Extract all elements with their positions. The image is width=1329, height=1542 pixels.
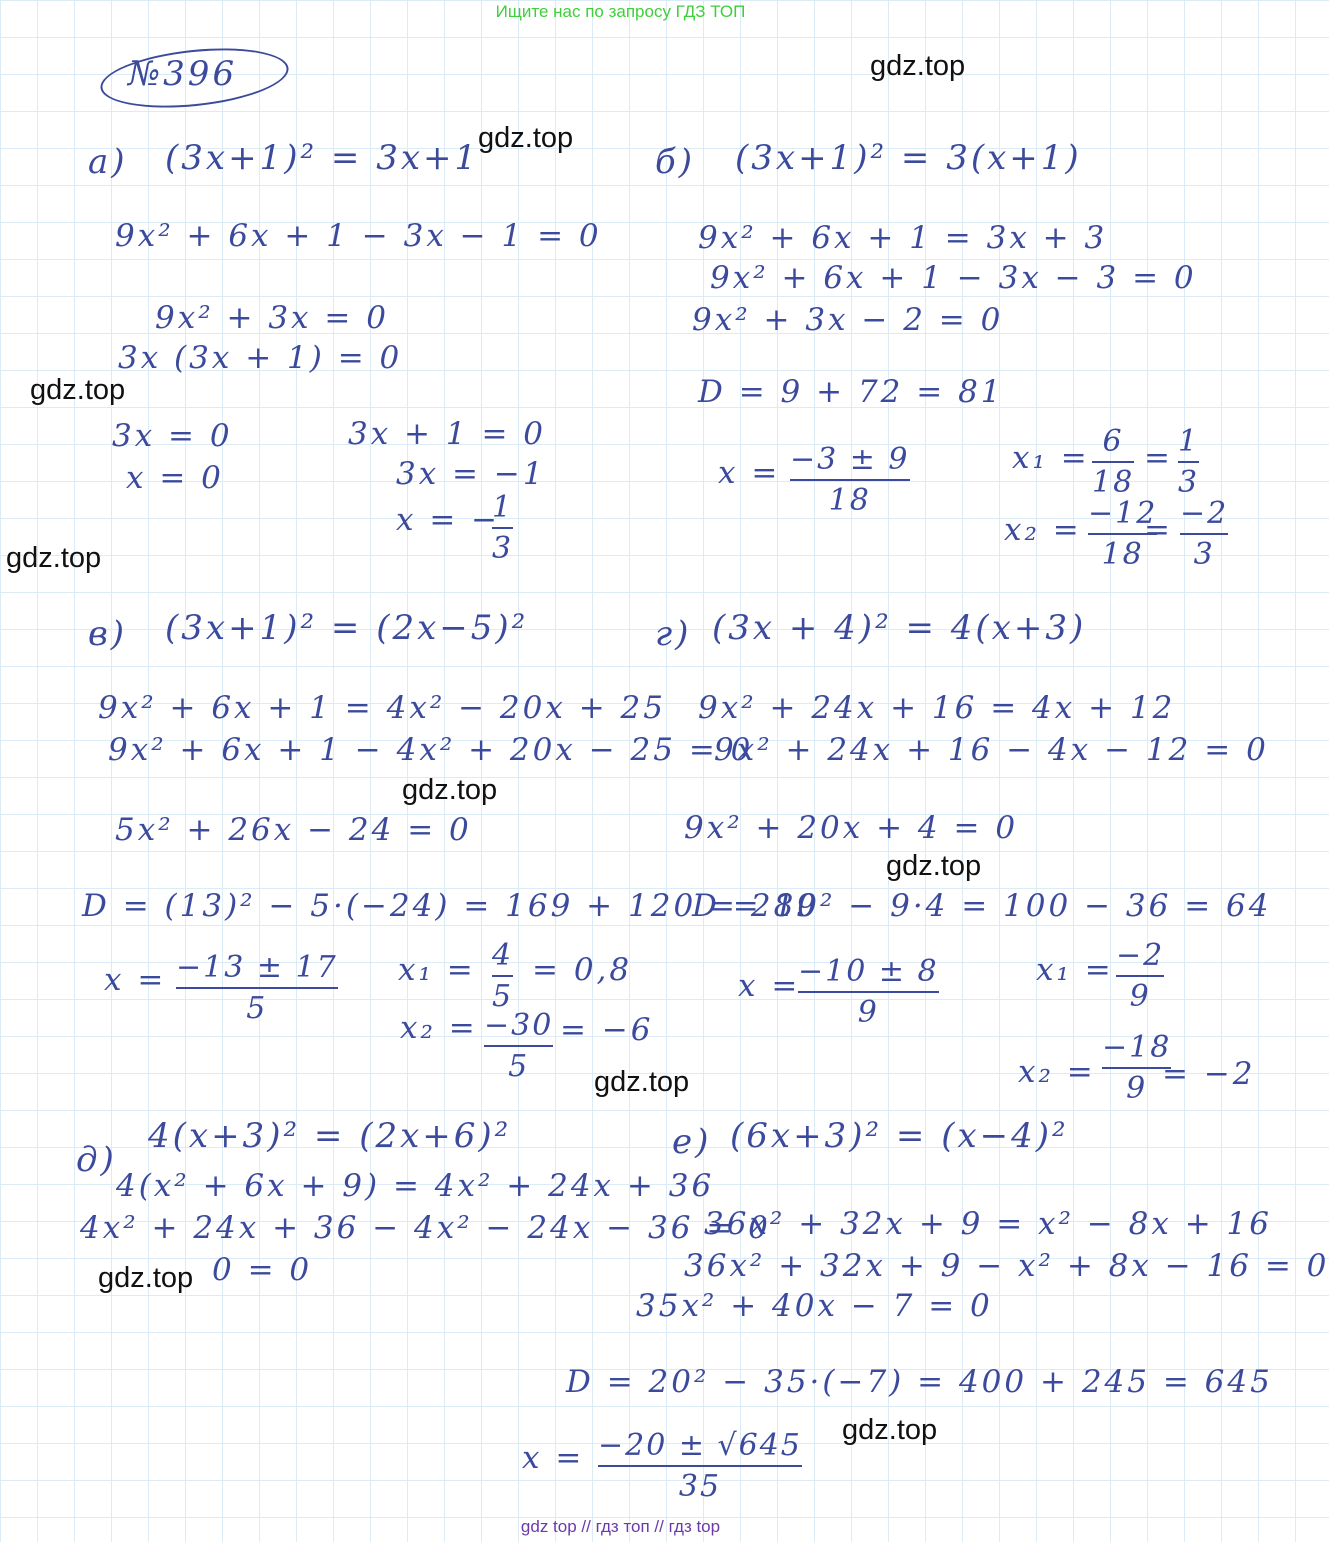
part-b-step: 9x² + 6x + 1 − 3x − 3 = 0 [710,260,1197,296]
part-a-label: а) [88,142,128,182]
denominator: 18 [1101,537,1144,572]
part-b-x1-result [1178,424,1199,500]
part-e-equation: (6x+3)² = (x−4)² [730,1116,1069,1156]
part-a-step: 3x + 1 = 0 [348,416,547,452]
fraction-bar [798,991,939,993]
denominator: 3 [1193,537,1215,572]
part-v-step: 5x² + 26x − 24 = 0 [115,812,472,848]
part-g-x-fraction [798,954,939,1030]
equals-sign: = [1144,512,1173,548]
part-b-x-label: x = [718,455,781,491]
denominator: 9 [1129,979,1151,1014]
numerator: −30 [484,1008,554,1043]
watermark: gdz.top [594,1066,690,1098]
part-a-root-fraction [492,490,513,566]
part-v-label: в) [88,614,128,654]
part-g-discriminant: D = 10² − 9·4 = 100 − 36 = 64 [692,888,1272,924]
task-number: №396 [128,54,238,94]
part-v-step: 9x² + 6x + 1 − 4x² + 20x − 25 = 0 [108,732,754,768]
numerator: 1 [1178,424,1200,459]
part-g-x1-label: x₁ = [1036,952,1114,988]
numerator: 4 [492,938,514,973]
part-d-label: д) [76,1140,117,1180]
equals-sign: = [1144,440,1173,476]
denominator: 3 [492,531,514,566]
numerator: −13 ± 17 [176,950,338,985]
part-b-step: 9x² + 3x − 2 = 0 [692,302,1004,338]
fraction-bar [492,975,513,977]
part-v-x2-result: = −6 [560,1012,654,1048]
part-b-equation: (3x+1)² = 3(x+1) [735,138,1082,178]
fraction-bar [484,1045,553,1047]
numerator: −2 [1180,496,1229,531]
watermark: gdz.top [98,1262,194,1294]
part-g-x-label: x = [738,968,801,1004]
part-d-step: 4x² + 24x + 36 − 4x² − 24x − 36 = 0 [80,1210,771,1246]
part-v-step: 9x² + 6x + 1 = 4x² − 20x + 25 [98,690,666,726]
part-e-step: 36x² + 32x + 9 − x² + 8x − 16 = 0 [684,1248,1329,1284]
fraction-bar [1102,1067,1171,1069]
part-b-step: 9x² + 6x + 1 = 3x + 3 [698,220,1108,256]
part-e-discriminant: D = 20² − 35·(−7) = 400 + 245 = 645 [566,1364,1273,1400]
denominator: 9 [857,995,879,1030]
numerator: 1 [492,490,514,525]
denominator: 35 [678,1469,722,1504]
part-d-step: 4(x² + 6x + 9) = 4x² + 24x + 36 [116,1168,715,1204]
watermark: gdz.top [402,774,498,806]
watermark: gdz.top [842,1414,938,1446]
part-b-discriminant: D = 9 + 72 = 81 [698,374,1004,410]
numerator: −2 [1116,938,1165,973]
watermark: gdz.top [886,850,982,882]
numerator: −18 [1102,1030,1172,1065]
fraction-bar [492,527,513,529]
fraction-bar [598,1465,802,1467]
search-banner[interactable]: Ищите нас по запросу ГДЗ ТОП [495,2,746,21]
footer-links[interactable]: gdz top // гдз топ // гдз top [520,1517,721,1536]
part-a-equation: (3x+1)² = 3x+1 [165,138,480,178]
watermark: gdz.top [870,50,966,82]
watermark: gdz.top [478,122,574,154]
part-e-step: 36x² + 32x + 9 = x² − 8x + 16 [704,1206,1272,1242]
part-b-label: б) [655,142,696,182]
part-b-x1-fraction [1092,424,1134,500]
denominator: 18 [1092,465,1135,500]
part-g-x2-fraction [1102,1030,1171,1106]
part-v-discriminant: D = (13)² − 5·(−24) = 169 + 120 = 289 [82,888,820,924]
part-v-x1-label: x₁ = [398,952,476,988]
denominator: 18 [828,483,871,518]
part-a-root-prefix: x = − [396,502,501,538]
part-b-x1-label: x₁ = [1012,440,1090,476]
denominator: 5 [492,979,514,1014]
watermark: gdz.top [6,542,102,574]
part-b-x-fraction [790,442,910,518]
part-a-step: 9x² + 6x + 1 − 3x − 1 = 0 [115,218,602,254]
part-a-step: 3x = −1 [396,456,546,492]
numerator: −20 ± √645 [598,1428,802,1463]
fraction-bar [1092,461,1134,463]
part-e-step: 35x² + 40x − 7 = 0 [636,1288,993,1324]
part-a-step: 3x = 0 [112,418,233,454]
fraction-bar [1178,461,1199,463]
watermark: gdz.top [30,374,126,406]
fraction-bar [1180,533,1228,535]
part-a-step: 9x² + 3x = 0 [155,300,389,336]
numerator: 6 [1102,424,1124,459]
fraction-bar [790,479,910,481]
denominator: 3 [1178,465,1200,500]
part-a-step: 3x (3x + 1) = 0 [118,340,403,376]
denominator: 5 [508,1049,530,1084]
part-v-x2-label: x₂ = [400,1010,478,1046]
part-g-x2-label: x₂ = [1018,1054,1096,1090]
part-g-label: г) [655,614,692,654]
part-g-equation: (3x + 4)² = 4(x+3) [712,608,1087,648]
part-g-step: 9x² + 20x + 4 = 0 [684,810,1019,846]
part-v-x-label: x = [104,962,167,998]
part-v-x1-result: = 0,8 [532,952,633,988]
fraction-bar [176,987,338,989]
part-g-step: 9x² + 24x + 16 = 4x + 12 [698,690,1176,726]
part-a-root: x = 0 [126,460,224,496]
numerator: −10 ± 8 [798,954,939,989]
numerator: −12 [1088,496,1158,531]
part-d-step: 0 = 0 [212,1252,313,1288]
part-e-x-label: x = [522,1440,585,1476]
part-e-x-fraction [598,1428,802,1504]
part-d-equation: 4(x+3)² = (2x+6)² [148,1116,512,1156]
part-g-x2-result: = −2 [1162,1056,1256,1092]
part-v-equation: (3x+1)² = (2x−5)² [165,608,529,648]
part-v-x2-fraction [484,1008,553,1084]
part-b-x2-result [1180,496,1228,572]
part-v-x-fraction [176,950,338,1026]
denominator: 9 [1126,1071,1148,1106]
numerator: −3 ± 9 [790,442,910,477]
part-b-x2-label: x₂ = [1004,512,1082,548]
part-e-label: е) [672,1122,712,1162]
denominator: 5 [246,991,268,1026]
part-g-x1-fraction [1116,938,1164,1014]
part-g-step: 9x² + 24x + 16 − 4x − 12 = 0 [714,732,1269,768]
part-v-x1-fraction [492,938,513,1014]
fraction-bar [1116,975,1164,977]
